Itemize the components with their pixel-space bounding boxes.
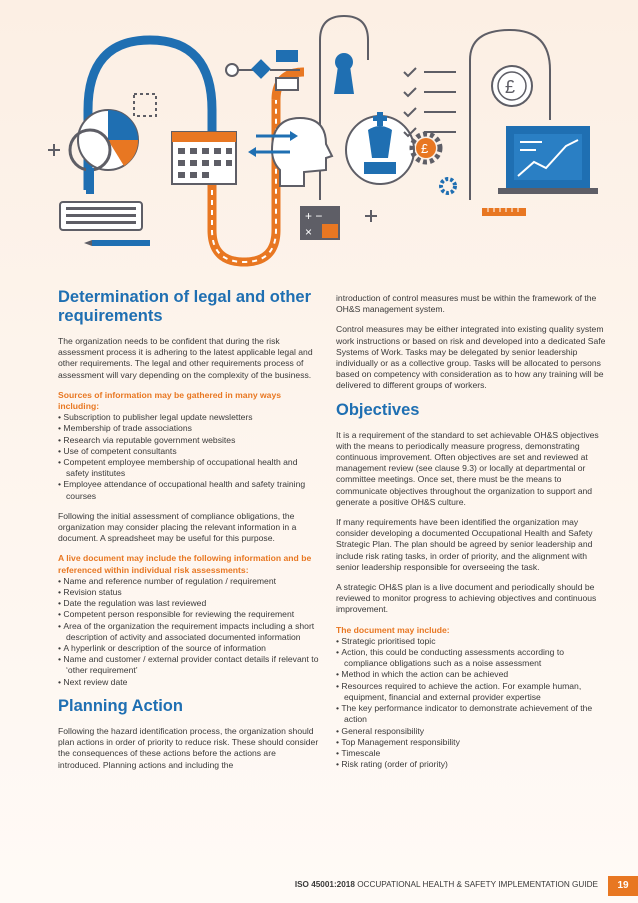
list-item: • A hyperlink or description of the source of information [58,643,320,654]
paragraph: It is a requirement of the standard to set achievable OH&S objectives with the means to periodically measure progress, demonstrating continuous improvement. Often objectives are set and reviewed at management review (see clause 9.3) or locally at departmental or committee meetings. Once set, there must be the means to communicate objectives throughout the organization to support and generate a positive OH&S culture. [336,429,599,507]
document-include-lead: The document may include: [336,624,450,635]
svg-text:£: £ [421,141,429,156]
sources-lead: Sources of information may be gathered in many ways including: [58,389,282,412]
paragraph: A strategic OH&S plan is a live document and periodically should be reviewed to monitor progress to achieving objectives and continuous improvement. [336,582,597,615]
list-item: • Top Management responsibility [336,737,606,748]
paragraph: Following the initial assessment of compliance obligations, the organization may consider placing the relevant information in a document. A spreadsheet may be useful for this purpose. [58,510,297,544]
calculator-icon [300,206,340,240]
list-item: • Method in which the action can be achieved [336,669,606,680]
calendar-icon [172,132,236,184]
list-item: • Strategic prioritised topic [336,636,606,647]
list-item: • Resources required to achieve the action. For example human, equipment, financial and external provider expertise [336,681,606,703]
footer-doc-code: ISO 45001:2018 [294,880,355,889]
small-gear-icon [441,179,455,193]
list-item: • Next review date [58,677,320,688]
header-illustration [0,0,638,280]
list-item: • Research via reputable government websites [58,435,320,446]
list-item: • The key performance indicator to demonstrate achievement of the action [336,703,606,725]
chess-king-icon [346,112,414,184]
list-item: • Subscription to publisher legal update newsletters [58,412,320,423]
flowchart-icon [226,50,300,90]
pencil-icon [84,240,150,246]
list-item: • Name and customer / external provider contact details if relevant to ‘other requirement’ [58,654,320,676]
live-document-lead: A live document may include the following information and be referenced within individual risk assessments: [58,553,312,575]
paragraph: introduction of control measures must be within the framework of the OH&S management system. [336,293,597,315]
checklist-icon [404,68,456,136]
paragraph: The organization needs to be confident that during the risk assessment process it is adhering to the latest applicable legal and other requirements. The legal and other requirements process of assessment will vary depending on the complexity of the business. [58,336,313,380]
list-item: • Employee attendance of occupational health and safety training courses [58,479,320,501]
selection-box-icon [134,94,156,116]
list-item: • Use of competent consultants [58,446,320,457]
list-item: • Competent employee membership of occupational health and safety institutes [58,457,320,479]
sources-list [58,412,320,502]
list-item: • Area of the organization the requirement impacts including a short description of activity and associated documented information [58,621,320,643]
list-item: • Competent person responsible for reviewing the requirement [58,609,320,620]
list-item: • Timescale [336,748,606,759]
right-column [336,293,606,779]
heading-objectives: Objectives [336,400,420,419]
list-item: • Name and reference number of regulation / requirement [58,576,320,587]
live-document-list [58,576,320,688]
list-item: • Revision status [58,587,320,598]
keyboard-icon [60,202,142,230]
paragraph: If many requirements have been identified the organization may consider developing a documented Occupational Health and Safety Strategic Plan. The plan should be agreed by senior leadership and include risk rating tasks, in order of priority, and the alignment with senior leadership responsible for overseeing the task. [336,517,593,572]
list-item: • Membership of trade associations [58,423,320,434]
pound-coin-icon [492,66,532,106]
svg-text:+ −: + − [305,209,323,223]
heading-planning-action: Planning Action [58,696,183,715]
paragraph: Control measures may be either integrated into existing quality system work instructions or based on risk and developed into a dedicated Safe Systems of Work. Tasks may be delegated by senior leadership individually or as a collective group. Tasks will be allocated to persons based on competency with consideration as to how any training will be delivered to different groups of workers. [336,324,606,391]
list-item: • Risk rating (order of priority) [336,759,606,770]
left-column [58,288,320,780]
keyhole-icon [334,53,354,94]
page-footer [0,876,638,896]
heading-legal-requirements: Determination of legal and other requirements [58,288,312,325]
list-item: • General responsibility [336,726,606,737]
svg-text:£: £ [505,77,516,97]
document-include-list [336,636,606,770]
paragraph: Following the hazard identification process, the organization should plan actions in order of priority to reduce risk. These should consider the consequences of these actions before the actions are introduced. Planning actions and including the [58,725,319,770]
page-number: 19 [608,876,638,896]
footer-title [295,880,598,889]
list-item: • Date the regulation was last reviewed [58,598,320,609]
ruler-icon [482,208,526,216]
list-item: • Action, this could be conducting assessments according to compliance obligations such as a noise assessment [336,647,606,669]
footer-doc-title: OCCUPATIONAL HEALTH & SAFETY IMPLEMENTATION GUIDE [357,880,598,889]
svg-text:×: × [305,225,313,239]
laptop-chart-icon [498,126,598,194]
gear-icon [412,134,440,162]
